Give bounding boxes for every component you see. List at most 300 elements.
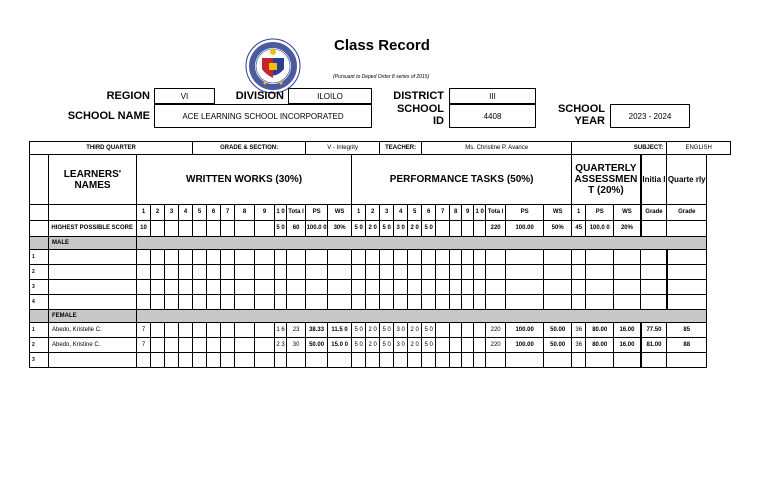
ww-score (287, 353, 306, 368)
pt-score (486, 353, 506, 368)
pt-score (450, 323, 462, 338)
score-cell (474, 280, 486, 295)
hps-label: HIGHEST POSSIBLE SCORE (49, 221, 137, 237)
pt-score (422, 353, 436, 368)
written-works-header: WRITTEN WORKS (30%) (137, 155, 352, 205)
district-field: III (449, 88, 536, 104)
region-field: VI (154, 88, 215, 104)
hps-pt-cell: 220 (486, 221, 506, 237)
score-cell (422, 265, 436, 280)
score-cell (614, 280, 641, 295)
score-cell (450, 250, 462, 265)
hps-quarterly-cell (667, 221, 707, 237)
score-cell (436, 280, 450, 295)
pt-score: 220 (486, 323, 506, 338)
pt-col-number: 4 (394, 205, 408, 221)
hps-qa-cell: 45 (572, 221, 586, 237)
score-cell (275, 250, 287, 265)
score-cell (544, 280, 572, 295)
ww-score (207, 338, 221, 353)
hps-pt-cell: 5 0 (352, 221, 366, 237)
ww-col-number: 2 (151, 205, 165, 221)
score-cell (506, 280, 544, 295)
school-year-label-2: YEAR (574, 115, 605, 127)
pt-col-number: PS (506, 205, 544, 221)
learners-names-header: LEARNERS' NAMES (49, 155, 137, 205)
score-cell (193, 250, 207, 265)
hps-ww-cell: 10 (137, 221, 151, 237)
pt-score (474, 338, 486, 353)
ww-score (221, 353, 235, 368)
district-label: DISTRICT (393, 90, 444, 102)
qa-score (614, 353, 641, 368)
score-cell (235, 295, 255, 310)
learner-row-male (30, 265, 731, 280)
score-cell (165, 250, 179, 265)
hps-qa-cell: 100.0 0 (586, 221, 614, 237)
score-cell (572, 250, 586, 265)
score-cell (462, 265, 474, 280)
pt-score: 2 0 (408, 323, 422, 338)
initial-grade-header: Initia l (641, 155, 667, 205)
pt-col-number: 1 0 (474, 205, 486, 221)
score-cell (408, 280, 422, 295)
pt-score (408, 353, 422, 368)
school-year-field: 2023 - 2024 (610, 104, 690, 128)
score-cell (193, 295, 207, 310)
ww-score (235, 323, 255, 338)
ww-col-number: 5 (193, 205, 207, 221)
ww-score (235, 353, 255, 368)
score-cell (328, 280, 352, 295)
female-label: FEMALE (49, 310, 137, 323)
score-cell (394, 250, 408, 265)
row-number: 3 (30, 353, 49, 368)
ww-score (207, 323, 221, 338)
ww-score: 30 (287, 338, 306, 353)
pt-col-number: 2 (366, 205, 380, 221)
hps-ww-cell (151, 221, 165, 237)
pt-score (352, 353, 366, 368)
score-cell (207, 295, 221, 310)
division-label: DIVISION (235, 90, 284, 102)
hps-pt-cell (462, 221, 474, 237)
score-cell (380, 280, 394, 295)
hps-ww-cell (255, 221, 275, 237)
school-id-label-2: ID (433, 115, 444, 127)
ww-score (193, 353, 207, 368)
ww-col-number: 9 (255, 205, 275, 221)
score-cell (450, 280, 462, 295)
score-cell (450, 265, 462, 280)
learner-name: Abedo, Kristine C. (49, 338, 137, 353)
pt-col-number: Tota l (486, 205, 506, 221)
hps-pt-cell: 5 0 (422, 221, 436, 237)
ww-col-number: 7 (221, 205, 235, 221)
score-cell (221, 295, 235, 310)
ww-score: 1 6 (275, 323, 287, 338)
score-cell (586, 265, 614, 280)
ww-score (151, 323, 165, 338)
score-cell (486, 265, 506, 280)
score-cell (436, 250, 450, 265)
score-cell (667, 265, 707, 280)
ww-score: 2 3 (275, 338, 287, 353)
pt-col-number: 1 (352, 205, 366, 221)
score-cell (221, 250, 235, 265)
score-cell (179, 250, 193, 265)
ww-score (235, 338, 255, 353)
score-cell (394, 295, 408, 310)
hps-pt-cell: 100.00 (506, 221, 544, 237)
score-cell (474, 265, 486, 280)
score-cell (436, 265, 450, 280)
pt-score (394, 353, 408, 368)
ww-score (255, 323, 275, 338)
learner-name (49, 353, 137, 368)
row-number: 4 (30, 295, 49, 310)
score-cell (193, 280, 207, 295)
female-section-row (30, 310, 731, 323)
score-cell (137, 280, 151, 295)
pt-col-number: WS (544, 205, 572, 221)
score-cell (165, 295, 179, 310)
row-number: 2 (30, 265, 49, 280)
score-cell (255, 250, 275, 265)
pt-score (474, 323, 486, 338)
score-cell (586, 250, 614, 265)
ww-score (255, 338, 275, 353)
pt-score: 3 0 (394, 338, 408, 353)
row-number: 1 (30, 250, 49, 265)
score-cell (328, 295, 352, 310)
pt-score (380, 353, 394, 368)
ww-score (275, 353, 287, 368)
ww-col-number: PS (306, 205, 328, 221)
score-cell (408, 295, 422, 310)
score-cell (255, 295, 275, 310)
score-cell (275, 280, 287, 295)
score-cell (641, 280, 667, 295)
qa-col-number: WS (614, 205, 641, 221)
quarterly-grade: 88 (667, 338, 707, 353)
score-cell (352, 295, 366, 310)
score-cell (49, 250, 137, 265)
score-cell (572, 280, 586, 295)
pt-score (474, 353, 486, 368)
qa-score (572, 353, 586, 368)
pt-score: 220 (486, 338, 506, 353)
score-cell (255, 265, 275, 280)
score-cell (306, 265, 328, 280)
score-cell (287, 295, 306, 310)
hps-initial-cell (641, 221, 667, 237)
score-cell (207, 265, 221, 280)
score-cell (366, 280, 380, 295)
qa-score: 80.00 (586, 338, 614, 353)
score-cell (255, 280, 275, 295)
score-cell (49, 280, 137, 295)
score-cell (614, 265, 641, 280)
score-cell (179, 295, 193, 310)
score-cell (506, 250, 544, 265)
ww-score (207, 353, 221, 368)
ww-col-number: 3 (165, 205, 179, 221)
quarterly-assessment-header: QUARTERLY ASSESSMEN T (20%) (572, 155, 641, 205)
score-cell (506, 295, 544, 310)
score-cell (151, 250, 165, 265)
hps-ww-cell: 5 0 (275, 221, 287, 237)
score-cell (235, 265, 255, 280)
pt-score (366, 353, 380, 368)
score-cell (586, 280, 614, 295)
pt-score (544, 353, 572, 368)
qa-score: 16.00 (614, 338, 641, 353)
quarterly-grade-sublabel: Grade (667, 205, 707, 221)
hps-ww-cell (235, 221, 255, 237)
row-number: 2 (30, 338, 49, 353)
hps-pt-cell: 2 0 (408, 221, 422, 237)
pt-col-number: 7 (436, 205, 450, 221)
initial-grade (641, 353, 667, 368)
subject-value: ENGLISH (667, 142, 731, 155)
teacher-label: TEACHER: (380, 142, 422, 155)
score-cell (151, 295, 165, 310)
hps-pt-cell: 5 0 (380, 221, 394, 237)
hps-pt-cell (436, 221, 450, 237)
page-title: Class Record (334, 37, 430, 54)
ww-col-number: Tota l (287, 205, 306, 221)
ww-score (193, 323, 207, 338)
hps-pt-cell: 50% (544, 221, 572, 237)
hps-ww-cell (165, 221, 179, 237)
ww-score: 7 (137, 338, 151, 353)
region-label: REGION (106, 90, 150, 102)
ww-score (165, 323, 179, 338)
score-cell (151, 280, 165, 295)
score-cell (422, 250, 436, 265)
pt-score: 5 0 (422, 338, 436, 353)
hps-pt-cell: 2 0 (366, 221, 380, 237)
score-cell (151, 265, 165, 280)
score-cell (366, 295, 380, 310)
score-cell (380, 250, 394, 265)
ww-score (306, 353, 328, 368)
score-cell (275, 265, 287, 280)
score-cell (408, 250, 422, 265)
score-cell (436, 295, 450, 310)
initial-grade: 81.00 (641, 338, 667, 353)
ww-score: 7 (137, 323, 151, 338)
grade-section-label: GRADE & SECTION: (193, 142, 306, 155)
pt-score: 50.00 (544, 338, 572, 353)
qa-score: 36 (572, 338, 586, 353)
pt-score: 100.00 (506, 338, 544, 353)
score-cell (137, 250, 151, 265)
qa-score (586, 353, 614, 368)
score-cell (207, 250, 221, 265)
learner-row-male (30, 295, 731, 310)
ww-col-number: WS (328, 205, 352, 221)
score-cell (422, 295, 436, 310)
learner-row-female (30, 323, 731, 338)
initial-grade: 77.50 (641, 323, 667, 338)
deped-seal-logo (245, 38, 301, 94)
score-cell (49, 265, 137, 280)
score-cell (544, 295, 572, 310)
score-cell (137, 265, 151, 280)
score-cell (544, 265, 572, 280)
score-cell (366, 265, 380, 280)
item-number-row (30, 205, 731, 221)
score-cell (193, 265, 207, 280)
score-cell (137, 295, 151, 310)
quarterly-grade (667, 353, 707, 368)
school-id-field: 4408 (449, 104, 536, 128)
pt-score: 5 0 (352, 323, 366, 338)
score-cell (462, 280, 474, 295)
score-cell (462, 295, 474, 310)
pt-score (462, 353, 474, 368)
score-cell (207, 280, 221, 295)
score-cell (165, 280, 179, 295)
score-cell (306, 295, 328, 310)
highest-possible-score-row (30, 221, 731, 237)
score-cell (394, 265, 408, 280)
ww-score (328, 353, 352, 368)
score-cell (49, 295, 137, 310)
qa-score: 16.00 (614, 323, 641, 338)
score-cell (486, 280, 506, 295)
ww-score: 38.33 (306, 323, 328, 338)
hps-ww-cell: 30% (328, 221, 352, 237)
hps-ww-cell: 100.0 0 (306, 221, 328, 237)
score-cell (641, 265, 667, 280)
school-year-label-1: SCHOOL (557, 103, 605, 115)
pt-score: 2 0 (366, 323, 380, 338)
score-cell (179, 265, 193, 280)
male-label: MALE (49, 237, 137, 250)
learner-name: Abedo, Kristelle C. (49, 323, 137, 338)
score-cell (474, 250, 486, 265)
ww-score (255, 353, 275, 368)
score-cell (352, 280, 366, 295)
quarterly-grade: 85 (667, 323, 707, 338)
score-cell (165, 265, 179, 280)
pt-score: 100.00 (506, 323, 544, 338)
class-record-table (29, 141, 731, 368)
hps-qa-cell: 20% (614, 221, 641, 237)
hps-ww-cell (193, 221, 207, 237)
score-cell (572, 265, 586, 280)
score-cell (380, 295, 394, 310)
pt-score: 50.00 (544, 323, 572, 338)
score-cell (641, 295, 667, 310)
score-cell (179, 280, 193, 295)
division-field: ILOILO (288, 88, 372, 104)
score-cell (667, 280, 707, 295)
score-cell (486, 295, 506, 310)
ww-score (151, 338, 165, 353)
score-cell (380, 265, 394, 280)
pt-score (436, 338, 450, 353)
ww-score (179, 323, 193, 338)
qa-score: 36 (572, 323, 586, 338)
hps-ww-cell (179, 221, 193, 237)
ww-score (151, 353, 165, 368)
score-cell (221, 265, 235, 280)
score-cell (328, 265, 352, 280)
score-cell (352, 265, 366, 280)
ww-score (221, 323, 235, 338)
ww-col-number: 4 (179, 205, 193, 221)
pt-col-number: 9 (462, 205, 474, 221)
ww-score: 11.5 0 (328, 323, 352, 338)
ww-score (221, 338, 235, 353)
ww-col-number: 6 (207, 205, 221, 221)
score-cell (352, 250, 366, 265)
score-cell (474, 295, 486, 310)
hps-pt-cell (450, 221, 462, 237)
teacher-value: Ms. Christine P. Avance (422, 142, 572, 155)
subject-label: SUBJECT: (572, 142, 667, 155)
pt-score (436, 323, 450, 338)
hps-pt-cell: 3 0 (394, 221, 408, 237)
hps-ww-cell (207, 221, 221, 237)
learner-row-male (30, 250, 731, 265)
pt-score: 5 0 (380, 323, 394, 338)
row-number: 1 (30, 323, 49, 338)
qa-col-number: 1 (572, 205, 586, 221)
column-header-row (30, 155, 731, 205)
pt-score: 5 0 (380, 338, 394, 353)
hps-pt-cell (474, 221, 486, 237)
row-number: 3 (30, 280, 49, 295)
pt-score: 2 0 (366, 338, 380, 353)
score-cell (275, 295, 287, 310)
learner-row-female (30, 338, 731, 353)
ww-score (193, 338, 207, 353)
ww-score (165, 338, 179, 353)
deped-order-note: (Pursuant to Deped Order 8 series of 2015) (333, 74, 430, 80)
score-cell (306, 250, 328, 265)
score-cell (667, 295, 707, 310)
score-cell (667, 250, 707, 265)
score-cell (614, 295, 641, 310)
ww-score (137, 353, 151, 368)
pt-score: 2 0 (408, 338, 422, 353)
pt-score (450, 338, 462, 353)
qa-col-number: PS (586, 205, 614, 221)
score-cell (462, 250, 474, 265)
pt-score (462, 338, 474, 353)
pt-score: 5 0 (422, 323, 436, 338)
score-cell (287, 250, 306, 265)
score-cell (287, 280, 306, 295)
initial-grade-sublabel: Grade (641, 205, 667, 221)
pt-col-number: 5 (408, 205, 422, 221)
pt-col-number: 8 (450, 205, 462, 221)
score-cell (366, 250, 380, 265)
score-cell (572, 295, 586, 310)
ww-score: 23 (287, 323, 306, 338)
qa-score: 80.00 (586, 323, 614, 338)
score-cell (221, 280, 235, 295)
hps-ww-cell: 60 (287, 221, 306, 237)
ww-col-number: 1 (137, 205, 151, 221)
score-cell (641, 250, 667, 265)
school-id-label-1: SCHOOL (396, 103, 444, 115)
